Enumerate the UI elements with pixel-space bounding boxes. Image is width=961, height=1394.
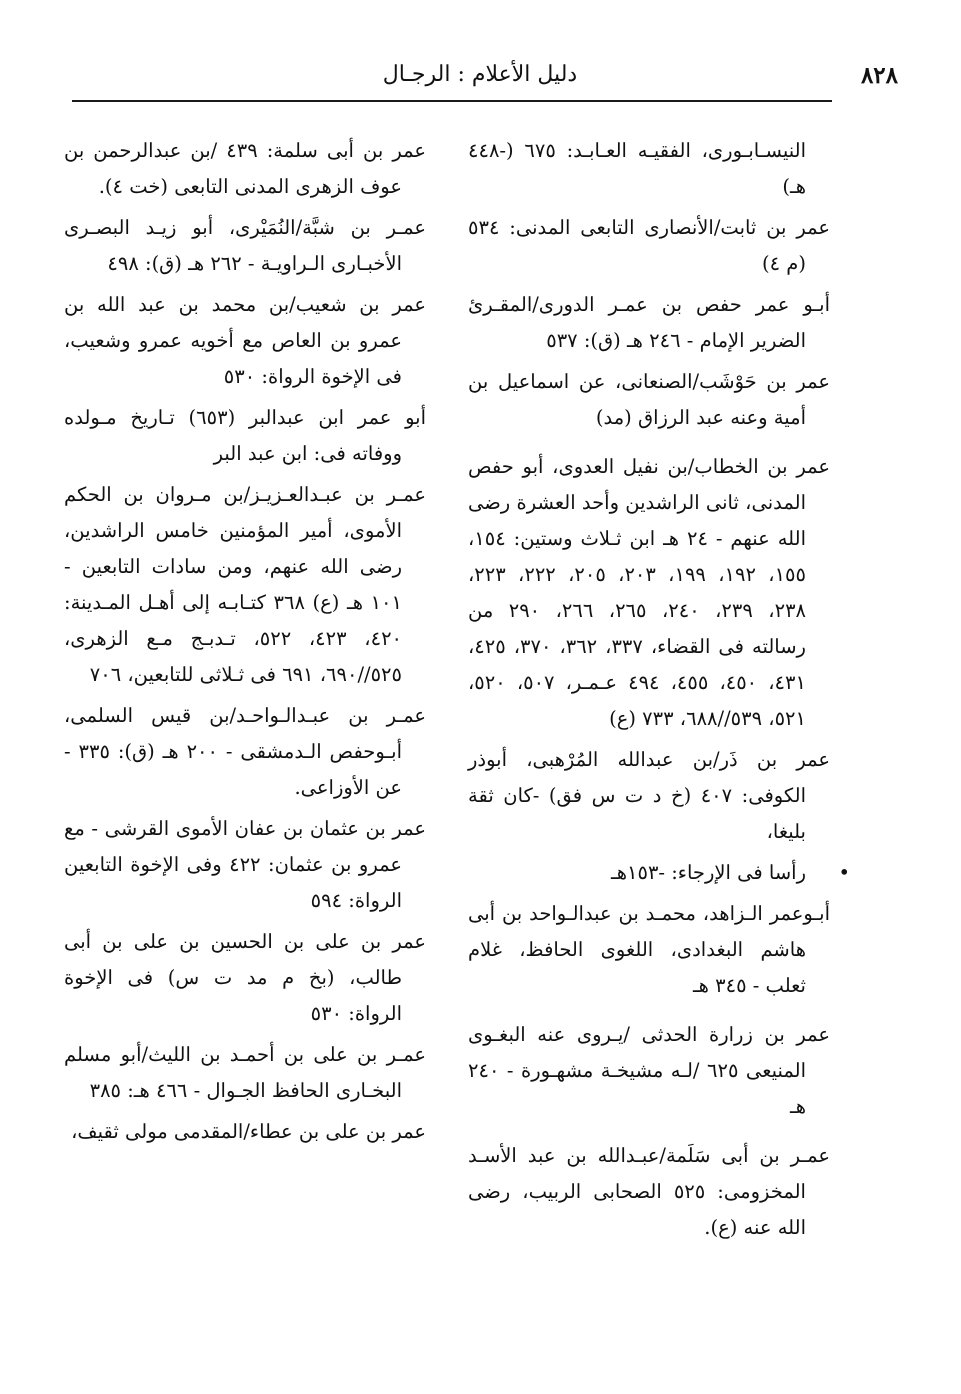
index-entry: عمـر بن على بن أحمـد بن الليث/أبو مسلم البخـارى الحافظ الجـوال - ٤٦٦ هـ: ٣٨٥ — [64, 1043, 426, 1102]
index-entry: عمر بن عثمان بن عفان الأموى القرشى - مع عمرو بن عثمان: ٤٢٢ وفى الإخوة التابعين الرواة: ٥٩٤ — [64, 817, 426, 912]
index-entry: • رأسا فى الإرجاء: -١٥٣هـ — [468, 855, 830, 891]
index-entry: عمر بن على بن عطاء/المقدمى مولى ثقيف، — [71, 1120, 426, 1143]
index-entry: عمر بن الخطاب/بن نفيل العدوى، أبو حفص المدنى، ثانى الراشدين وأحد العشرة رضى الله عنهم - ٢٤ هـ ابن ثـلاث وستين: ١٥٤، ١٥٥، ١٩٢، ١٩٩، ٢٠٣، ٢٠٥، ٢٢٢، ٢٢٣، ٢٣٨، ٢٣٩، ٢٤٠، ٢٦٥، ٢٦٦، ٢٩٠ من رسالته فى القضاء، ٣٣٧، ٣٦٢، ٣٧٠، ٤٢٥، ٤٣١، ٤٥٠، ٤٥٥، ٤٩٤ عـمـر، ٥٠٧، ٥٢٠، ٥٢١، ٥٣٩//٦٨٨، ٧٣٣ (ع) — [468, 455, 830, 730]
left-column — [64, 133, 426, 1155]
index-entry: عمر بن ذَر/بن عبدالله المُرْهبى، أبوذر الكوفى: ٤٠٧ (خ د ت س فق) -كان ثقة بليغا، — [468, 748, 830, 843]
index-entry: عمر بن ثابت/الأنصارى التابعى المدنى: ٥٣٤ (م ٤) — [468, 216, 830, 275]
index-entry: عمـر بن عبـدالـواحـد/بن قيس السلمى، أبـوحفص الـدمشقى - ٢٠٠ هـ (ق): ٣٣٥ - عن الأوزاعى. — [64, 704, 426, 799]
index-entry: عمـر بن عبـدالعـزيـز/بن مـروان بن الحكم الأموى، أمير المؤمنين خامس الراشدين، رضى الله عنهم، ومن سادات التابعين - ١٠١ هـ (ع) ٣٦٨ كتـابـه إلى أهـل المـدينة: ٤٢٠، ٤٢٣، ٥٢٢، تـدبـج مـع الزهرى، ٥٢٥//٦٩٠، ٦٩١ فى ثـلاثى للتابعين، ٧٠٦ — [64, 483, 426, 686]
right-column — [468, 133, 830, 1251]
index-entry: أبـو عمر حفص بن عمـر الدورى/المقـرئ الضرير الإمام - ٢٤٦ هـ (ق): ٥٣٧ — [468, 293, 830, 352]
header-rule — [72, 100, 832, 102]
index-entry: النيسـابـورى، الفقيـه العـابـد: ٦٧٥ (-٤٤٨ هـ) — [468, 139, 806, 198]
index-entry: عمـر بن شبَّة/النُمَيْرى، أبو زيـد البصـرى الأخبـارى الـراويـة - ٢٦٢ هـ (ق): ٤٩٨ — [64, 216, 426, 275]
page-number: ٨٢٨ — [860, 62, 898, 89]
index-entry: عمر بن شعيب/بن محمد بن عبد الله بن عمرو بن العاص مع أخويه عمرو وشعيب، فى الإخوة الرواة: ٥٣٠ — [64, 293, 426, 388]
running-title: دليل الأعلام : الرجـال — [382, 62, 578, 87]
index-entry: أبـوعمر الـزاهد، محمـد بن عبدالـواحد بن أبى هاشم البغدادى، اللغوى الحافظ، غلام ثعلب - ٣٤٥ هـ — [468, 902, 830, 997]
index-entry: عمر بن حَوْشَب/الصنعانى، عن اسماعيل بن أمية وعنه عبد الرزاق (مد) — [468, 370, 830, 429]
index-entry: عمر بن أبى سلمة: ٤٣٩ /بن عبدالرحمن بن عوف الزهرى المدنى التابعى (خت ٤). — [64, 139, 426, 198]
index-entry: أبو عمر ابن عبدالبر (٦٥٣) تـاريخ مـولده ووفاته فى: ابن عبد البر — [64, 406, 426, 465]
index-entry: عمر بن على بن الحسين بن على بن أبى طالب، (بخ م مد ت س) فى الإخوة الرواة: ٥٣٠ — [64, 930, 426, 1025]
index-entry: عمر بن زرارة الحدثى /يـروى عنه البغـوى المنيعى ٦٢٥ /لـه مشيخـة مشهـورة - ٢٤٠ هـ — [468, 1023, 830, 1118]
index-entry: عمـر بن أبى سَلَمة/عبـدالله بن عبد الأسـد المخزومى: ٥٢٥ الصحابى الربيب، رضى الله عنه (ع). — [468, 1144, 830, 1239]
